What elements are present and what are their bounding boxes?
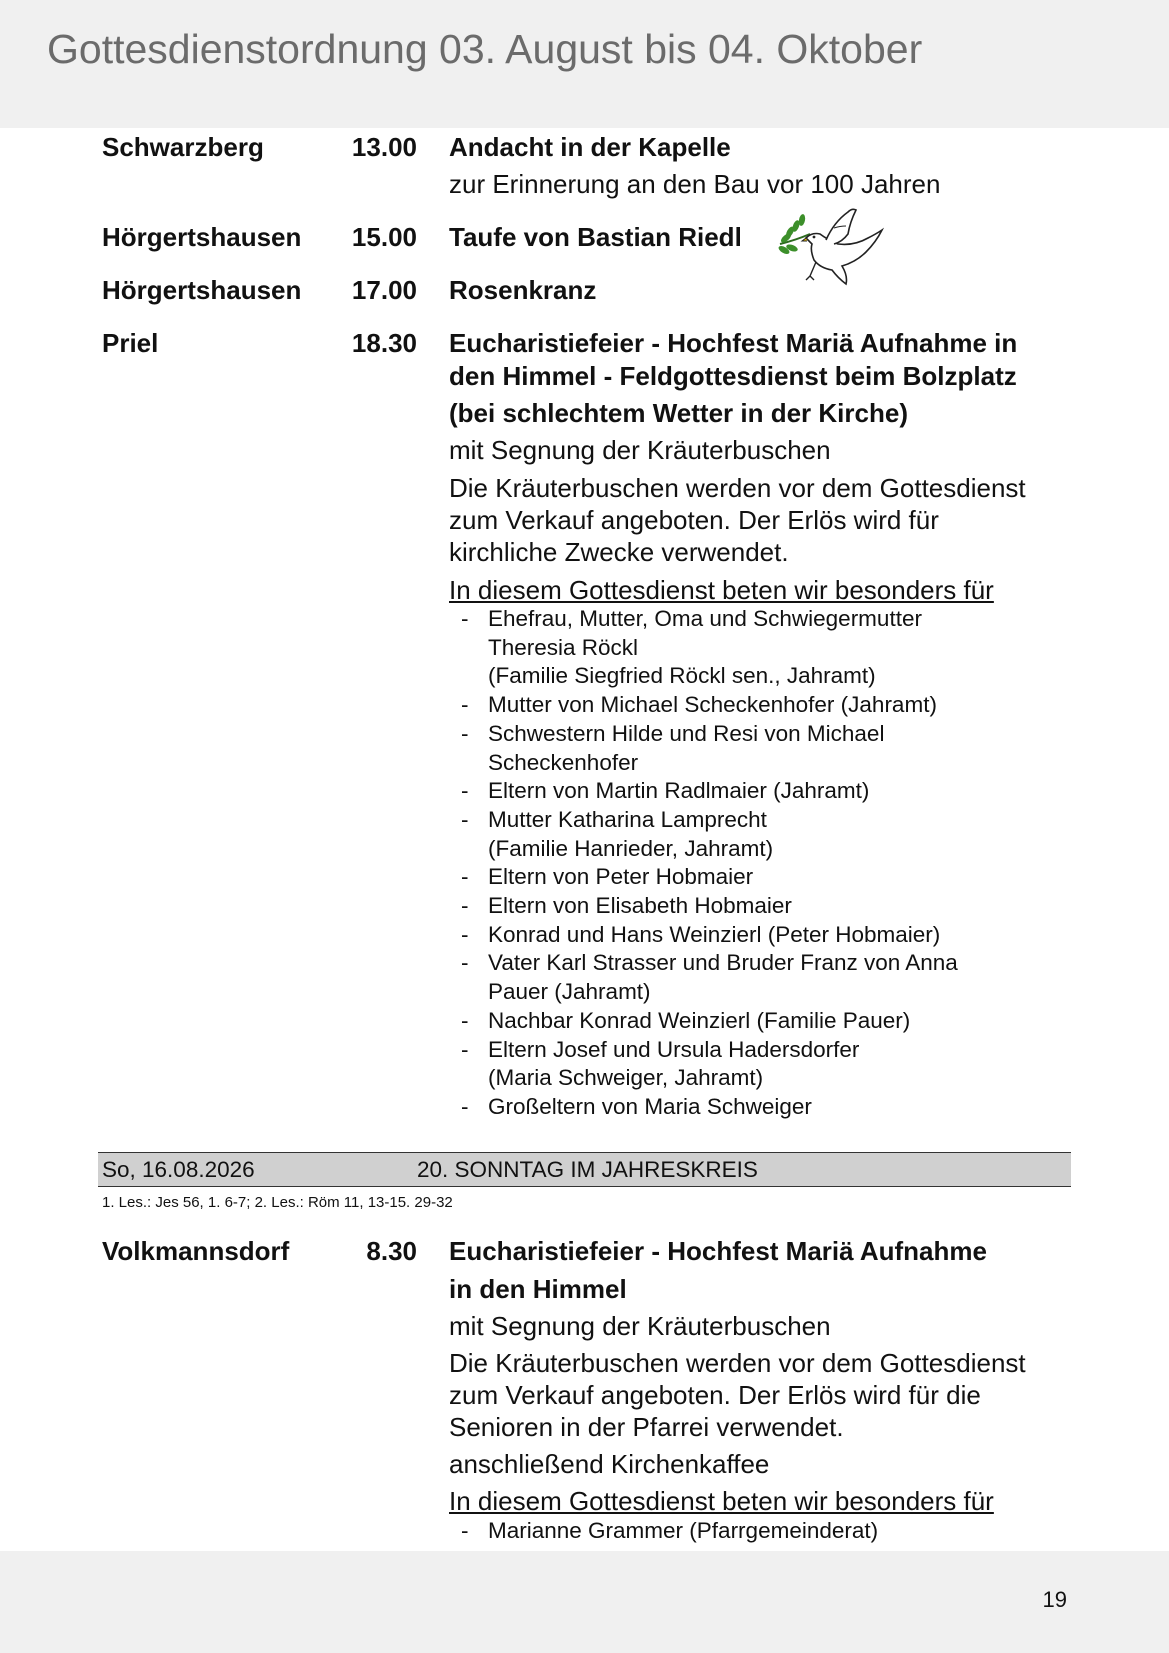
- page-title: Gottesdienstordnung 03. August bis 04. Oktober: [47, 26, 923, 72]
- day-date: So, 16.08.2026: [102, 1157, 255, 1182]
- list-bullet: -: [461, 921, 469, 947]
- intentions-heading: In diesem Gottesdienst beten wir besonders für: [449, 1486, 994, 1516]
- list-bullet: -: [461, 720, 469, 746]
- intentions-list: [461, 605, 958, 1122]
- page-number: 19: [1042, 1587, 1067, 1612]
- entry-place: Volkmannsdorf: [102, 1236, 290, 1266]
- entry-note-line: zum Verkauf angeboten. Der Erlös wird für: [449, 505, 939, 535]
- list-item: - Schwestern Hilde und Resi von Michael Scheckenhofer: [461, 720, 885, 775]
- list-bullet: -: [461, 606, 469, 631]
- list-item: - Eltern Josef und Ursula Hadersdorfer (Maria Schweiger, Jahramt): [461, 1036, 860, 1091]
- entry-title: Rosenkranz: [449, 275, 597, 305]
- list-bullet: -: [461, 893, 469, 919]
- list-bullet: -: [461, 950, 469, 976]
- list-bullet: -: [461, 692, 469, 718]
- list-bullet: -: [461, 864, 469, 890]
- list-item: - Großeltern von Maria Schweiger: [461, 1093, 958, 1122]
- entry-note: mit Segnung der Kräuterbuschen: [449, 435, 831, 465]
- entry-time: 15.00: [351, 222, 417, 252]
- list-item: - Marianne Grammer (Pfarrgemeinderat): [461, 1517, 878, 1546]
- entry-title-line: Eucharistiefeier - Hochfest Mariä Aufnahme: [449, 1236, 987, 1266]
- list-item: - Vater Karl Strasser und Bruder Franz von Anna Pauer (Jahramt): [461, 950, 958, 1005]
- list-item: - Eltern von Elisabeth Hobmaier: [461, 892, 958, 921]
- entry-note: mit Segnung der Kräuterbuschen: [449, 1311, 831, 1341]
- entry-title-line: in den Himmel: [449, 1274, 627, 1304]
- entry-time: 8.30: [366, 1236, 417, 1266]
- list-bullet: -: [461, 778, 469, 804]
- day-name: 20. SONNTAG IM JAHRESKREIS: [417, 1157, 758, 1182]
- day-header-bar: [98, 1152, 1071, 1187]
- entry-place: Schwarzberg: [102, 132, 264, 162]
- list-bullet: -: [461, 806, 469, 832]
- page-header: [0, 0, 1169, 128]
- list-item: - Eltern von Peter Hobmaier: [461, 863, 958, 892]
- entry-title-line: Eucharistiefeier - Hochfest Mariä Aufnahme in: [449, 328, 1018, 358]
- entry-subtitle: zur Erinnerung an den Bau vor 100 Jahren: [449, 169, 941, 199]
- list-item: - Ehefrau, Mutter, Oma und Schwiegermutter Theresia Röckl (Familie Siegfried Röckl sen., Jahramt): [461, 606, 922, 689]
- day-readings: 1. Les.: Jes 56, 1. 6-7; 2. Les.: Röm 11, 13-15. 29-32: [102, 1194, 453, 1211]
- entry-time: 13.00: [351, 132, 417, 162]
- list-item: - Konrad und Hans Weinzierl (Peter Hobmaier): [461, 921, 958, 950]
- entry-time: 17.00: [351, 275, 417, 305]
- list-bullet: -: [461, 1093, 469, 1119]
- entry-note-line: kirchliche Zwecke verwendet.: [449, 537, 789, 567]
- list-bullet: -: [461, 1036, 469, 1062]
- entry-place: Priel: [102, 328, 159, 358]
- entry-note-line: Die Kräuterbuschen werden vor dem Gottesdienst: [449, 473, 1026, 503]
- entry-time: 18.30: [351, 328, 417, 358]
- list-bullet: -: [461, 1518, 469, 1543]
- entry-title-line: (bei schlechtem Wetter in der Kirche): [449, 398, 908, 428]
- entry-note-line: Senioren in der Pfarrei verwendet.: [449, 1412, 844, 1442]
- entry-title: Andacht in der Kapelle: [449, 132, 731, 162]
- entry-note: anschließend Kirchenkaffee: [449, 1449, 770, 1479]
- entry-note-line: Die Kräuterbuschen werden vor dem Gottesdienst: [449, 1348, 1026, 1378]
- list-bullet: -: [461, 1007, 469, 1033]
- entry-place: Hörgertshausen: [102, 275, 302, 305]
- dove-with-olive-branch-icon: [776, 204, 886, 290]
- entry-place: Hörgertshausen: [102, 222, 302, 252]
- list-item: - Nachbar Konrad Weinzierl (Familie Pauer): [461, 1007, 958, 1036]
- entry-title-line: den Himmel - Feldgottesdienst beim Bolzplatz: [449, 361, 1017, 391]
- intentions-list: [461, 1517, 878, 1546]
- list-item: - Mutter Katharina Lamprecht (Familie Hanrieder, Jahramt): [461, 806, 774, 861]
- list-item: - Eltern von Martin Radlmaier (Jahramt): [461, 777, 958, 806]
- list-item: - Mutter von Michael Scheckenhofer (Jahramt): [461, 691, 958, 720]
- entry-note-line: zum Verkauf angeboten. Der Erlös wird für die: [449, 1380, 981, 1410]
- entry-title: Taufe von Bastian Riedl: [449, 222, 742, 252]
- page-footer: [0, 1551, 1169, 1653]
- intentions-heading: In diesem Gottesdienst beten wir besonders für: [449, 575, 994, 605]
